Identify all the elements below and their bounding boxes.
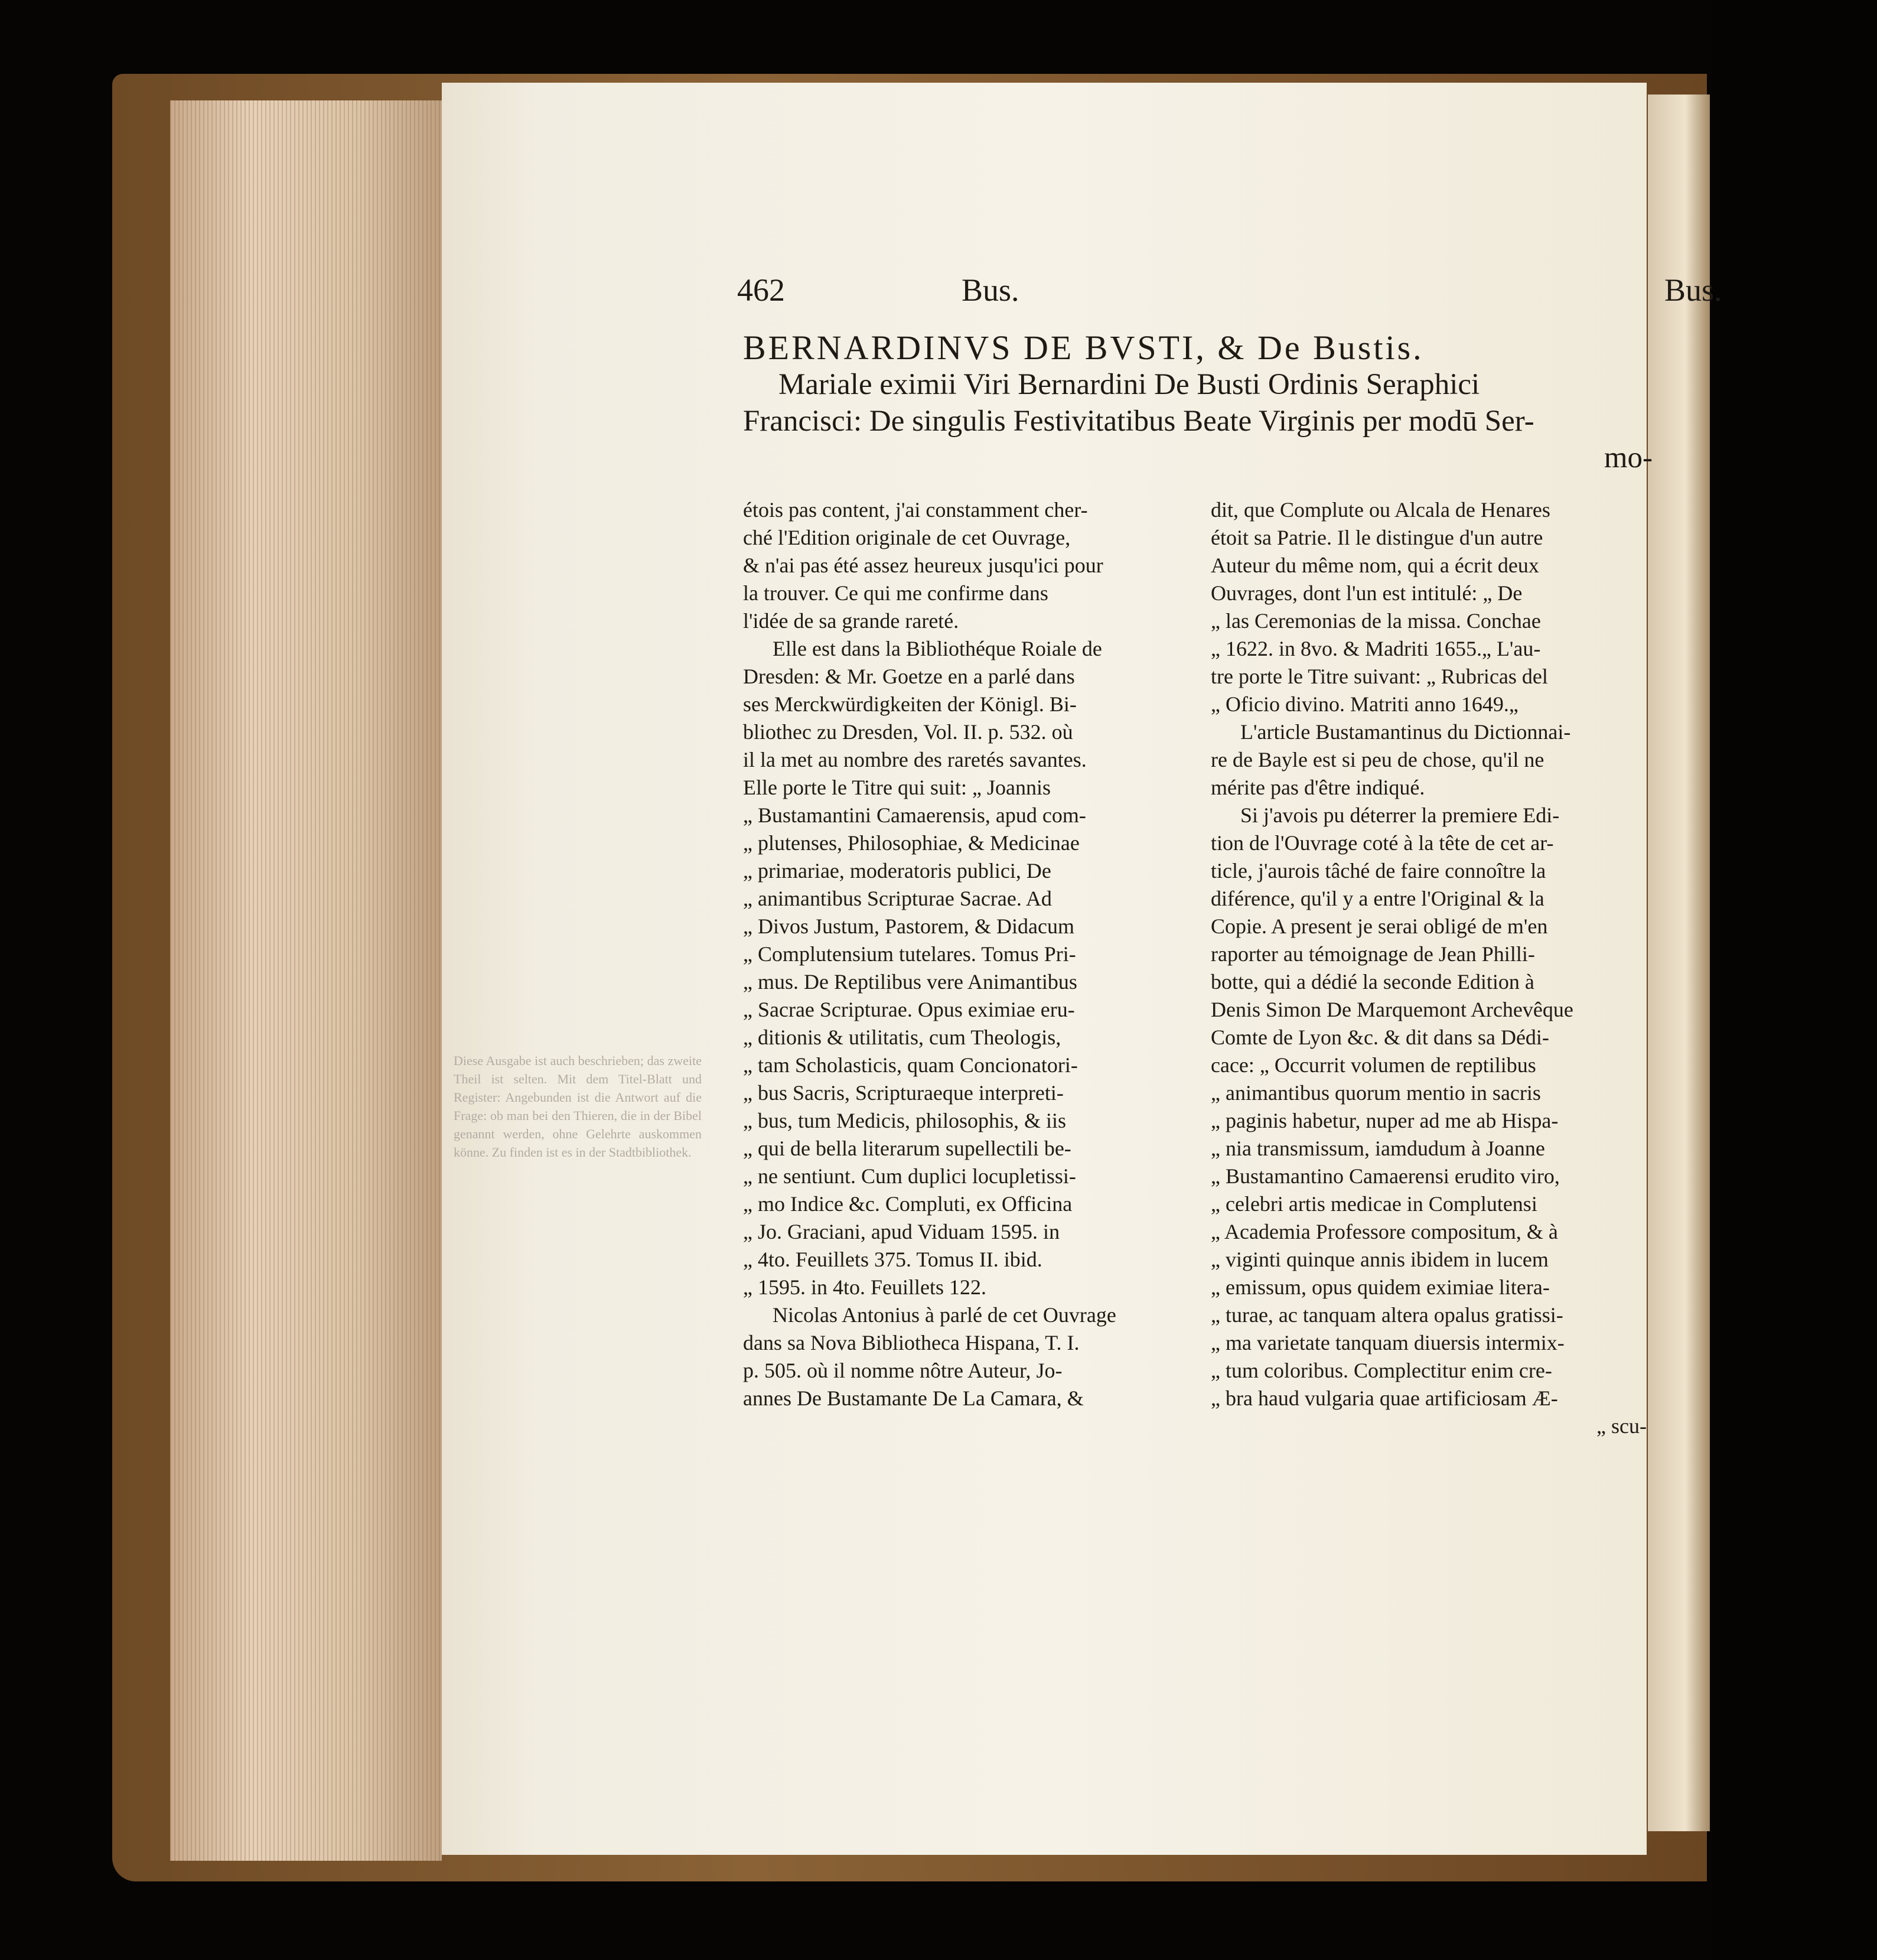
- text-line: Elle est dans la Bibliothéque Roiale de: [773, 637, 1102, 660]
- entry-heading: BERNARDINVS DE BVSTI, & De Bustis.: [743, 328, 1424, 367]
- text-line: Copie. A present je serai obligé de m'en: [1211, 914, 1548, 938]
- text-line: „ animantibus quorum mentio in sacris: [1211, 1081, 1541, 1105]
- text-line: „ ditionis & utilitatis, cum Theologis,: [743, 1025, 1061, 1049]
- text-line: „ ne sentiunt. Cum duplici locupletissi-: [743, 1164, 1076, 1188]
- text-line: „ viginti quinque annis ibidem in lucem: [1211, 1248, 1549, 1271]
- text-line: Comte de Lyon &c. & dit dans sa Dédi-: [1211, 1025, 1549, 1049]
- text-line: „ qui de bella literarum supellectili be-: [743, 1137, 1071, 1160]
- text-line: raporter au témoignage de Jean Philli-: [1211, 942, 1535, 966]
- text-line: „ 1595. in 4to. Feuillets 122.: [743, 1275, 986, 1299]
- title-block: [743, 366, 1653, 476]
- right-column: [1211, 496, 1647, 1440]
- text-line: diférence, qu'il y a entre l'Original & la: [1211, 887, 1544, 910]
- text-line: „ mus. De Reptilibus vere Animantibus: [743, 970, 1077, 994]
- text-line: ticle, j'aurois tâché de faire connoître la: [1211, 859, 1546, 883]
- text-line: ché l'Edition originale de cet Ouvrage,: [743, 526, 1071, 549]
- text-line: l'idée de sa grande rareté.: [743, 609, 959, 633]
- text-line: Denis Simon De Marquemont Archevêque: [1211, 998, 1573, 1021]
- page-number: 462: [737, 272, 785, 308]
- left-column: [743, 496, 1181, 1412]
- text-line: la trouver. Ce qui me confirme dans: [743, 581, 1048, 605]
- text-line: „ plutenses, Philosophiae, & Medicinae: [743, 831, 1080, 855]
- title-line: Mariale eximii Viri Bernardini De Busti Ordinis Seraphici: [778, 368, 1480, 401]
- book-page: [442, 83, 1722, 1855]
- text-line: tre porte le Titre suivant: „ Rubricas del: [1211, 665, 1548, 688]
- text-line: botte, qui a dédié la seconde Edition à: [1211, 970, 1534, 994]
- facing-page-edge: [1648, 95, 1710, 1831]
- text-line: „ Complutensium tutelares. Tomus Pri-: [743, 942, 1076, 966]
- text-line: tion de l'Ouvrage coté à la tête de cet ar-: [1211, 831, 1554, 855]
- running-head-right: Bus.: [1664, 272, 1722, 308]
- text-line: „ paginis habetur, nuper ad me ab Hispa-: [1211, 1109, 1559, 1132]
- text-line: dit, que Complute ou Alcala de Henares: [1211, 498, 1550, 522]
- text-line: Si j'avois pu déterrer la premiere Edi-: [1240, 803, 1560, 827]
- text-line: „ turae, ac tanquam altera opalus gratissi-: [1211, 1303, 1563, 1327]
- text-line: „ ma varietate tanquam diuersis intermix-: [1211, 1331, 1565, 1355]
- text-line: Nicolas Antonius à parlé de cet Ouvrage: [773, 1303, 1116, 1327]
- text-line: „ bus, tum Medicis, philosophis, & iis: [743, 1109, 1067, 1132]
- text-line: „ celebri artis medicae in Complutensi: [1211, 1192, 1537, 1216]
- title-line: mo-: [1604, 441, 1653, 474]
- text-line: étoit sa Patrie. Il le distingue d'un autre: [1211, 526, 1543, 549]
- text-line: il la met au nombre des raretés savantes.: [743, 748, 1087, 771]
- text-line: L'article Bustamantinus du Dictionnai-: [1240, 720, 1571, 744]
- text-line: „ tum coloribus. Complectitur enim cre-: [1211, 1359, 1552, 1382]
- text-line: étois pas content, j'ai constamment cher-: [743, 498, 1088, 522]
- text-line: „ Sacrae Scripturae. Opus eximiae eru-: [743, 998, 1075, 1021]
- text-line: „ nia transmissum, iamdudum à Joanne: [1211, 1137, 1545, 1160]
- text-line: Dresden: & Mr. Goetze en a parlé dans: [743, 665, 1075, 688]
- text-line: dans sa Nova Bibliotheca Hispana, T. I.: [743, 1331, 1080, 1355]
- text-line: „ Oficio divino. Matriti anno 1649.„: [1211, 692, 1518, 716]
- text-line: annes De Bustamante De La Camara, &: [743, 1386, 1084, 1410]
- text-line: „ Divos Justum, Pastorem, & Didacum: [743, 914, 1074, 938]
- text-line: „ animantibus Scripturae Sacrae. Ad: [743, 887, 1052, 910]
- text-line: Ouvrages, dont l'un est intitulé: „ De: [1211, 581, 1523, 605]
- text-line: „ Bustamantini Camaerensis, apud com-: [743, 803, 1086, 827]
- running-head-left: Bus.: [962, 272, 1019, 308]
- text-line: p. 505. où il nomme nôtre Auteur, Jo-: [743, 1359, 1063, 1382]
- text-line: „ primariae, moderatoris publici, De: [743, 859, 1051, 883]
- text-line: & n'ai pas été assez heureux jusqu'ici pour: [743, 554, 1103, 577]
- text-line: „ 4to. Feuillets 375. Tomus II. ibid.: [743, 1248, 1042, 1271]
- text-line: „ mo Indice &c. Compluti, ex Officina: [743, 1192, 1073, 1216]
- page-edges: [170, 100, 442, 1861]
- text-line: „ bus Sacris, Scripturaeque interpreti-: [743, 1081, 1064, 1105]
- title-line: Francisci: De singulis Festivitatibus Beate Virginis per modū Ser-: [743, 405, 1534, 438]
- text-line: Auteur du même nom, qui a écrit deux: [1211, 554, 1539, 577]
- faded-margin-annotation: Diese Ausgabe ist auch beschrieben; das zweite Theil ist selten. Mit dem Titel-Blatt und Register: Angebunden ist die Antwort auf die Frage: ob man bei den Thieren, die in der Bibel genannt werden, ohne Gelehrte auskommen könne. Zu finden ist es in der Stadtbibliothek.: [454, 1053, 702, 1160]
- text-line: „ emissum, opus quidem eximiae litera-: [1211, 1275, 1550, 1299]
- text-line: mérite pas d'être indiqué.: [1211, 776, 1425, 799]
- text-line: „ Academia Professore compositum, & à: [1211, 1220, 1558, 1243]
- text-line: „ Bustamantino Camaerensi erudito viro,: [1211, 1164, 1560, 1188]
- text-line: „ bra haud vulgaria quae artificiosam Æ-: [1211, 1386, 1558, 1410]
- text-line: bliothec zu Dresden, Vol. II. p. 532. où: [743, 720, 1073, 744]
- text-line: „ Jo. Graciani, apud Viduam 1595. in: [743, 1220, 1060, 1243]
- text-line: ses Merckwürdigkeiten der Königl. Bi-: [743, 692, 1077, 716]
- text-line: Elle porte le Titre qui suit: „ Joannis: [743, 776, 1051, 799]
- running-head: [737, 272, 1877, 313]
- text-line: „ las Ceremonias de la missa. Conchae: [1211, 609, 1541, 633]
- text-line: cace: „ Occurrit volumen de reptilibus: [1211, 1053, 1536, 1077]
- text-line: „ 1622. in 8vo. & Madriti 1655.„ L'au-: [1211, 637, 1541, 660]
- text-line: „ tam Scholasticis, quam Concionatori-: [743, 1053, 1078, 1077]
- catchword: „ scu-: [1596, 1414, 1647, 1438]
- text-line: re de Bayle est si peu de chose, qu'il ne: [1211, 748, 1544, 771]
